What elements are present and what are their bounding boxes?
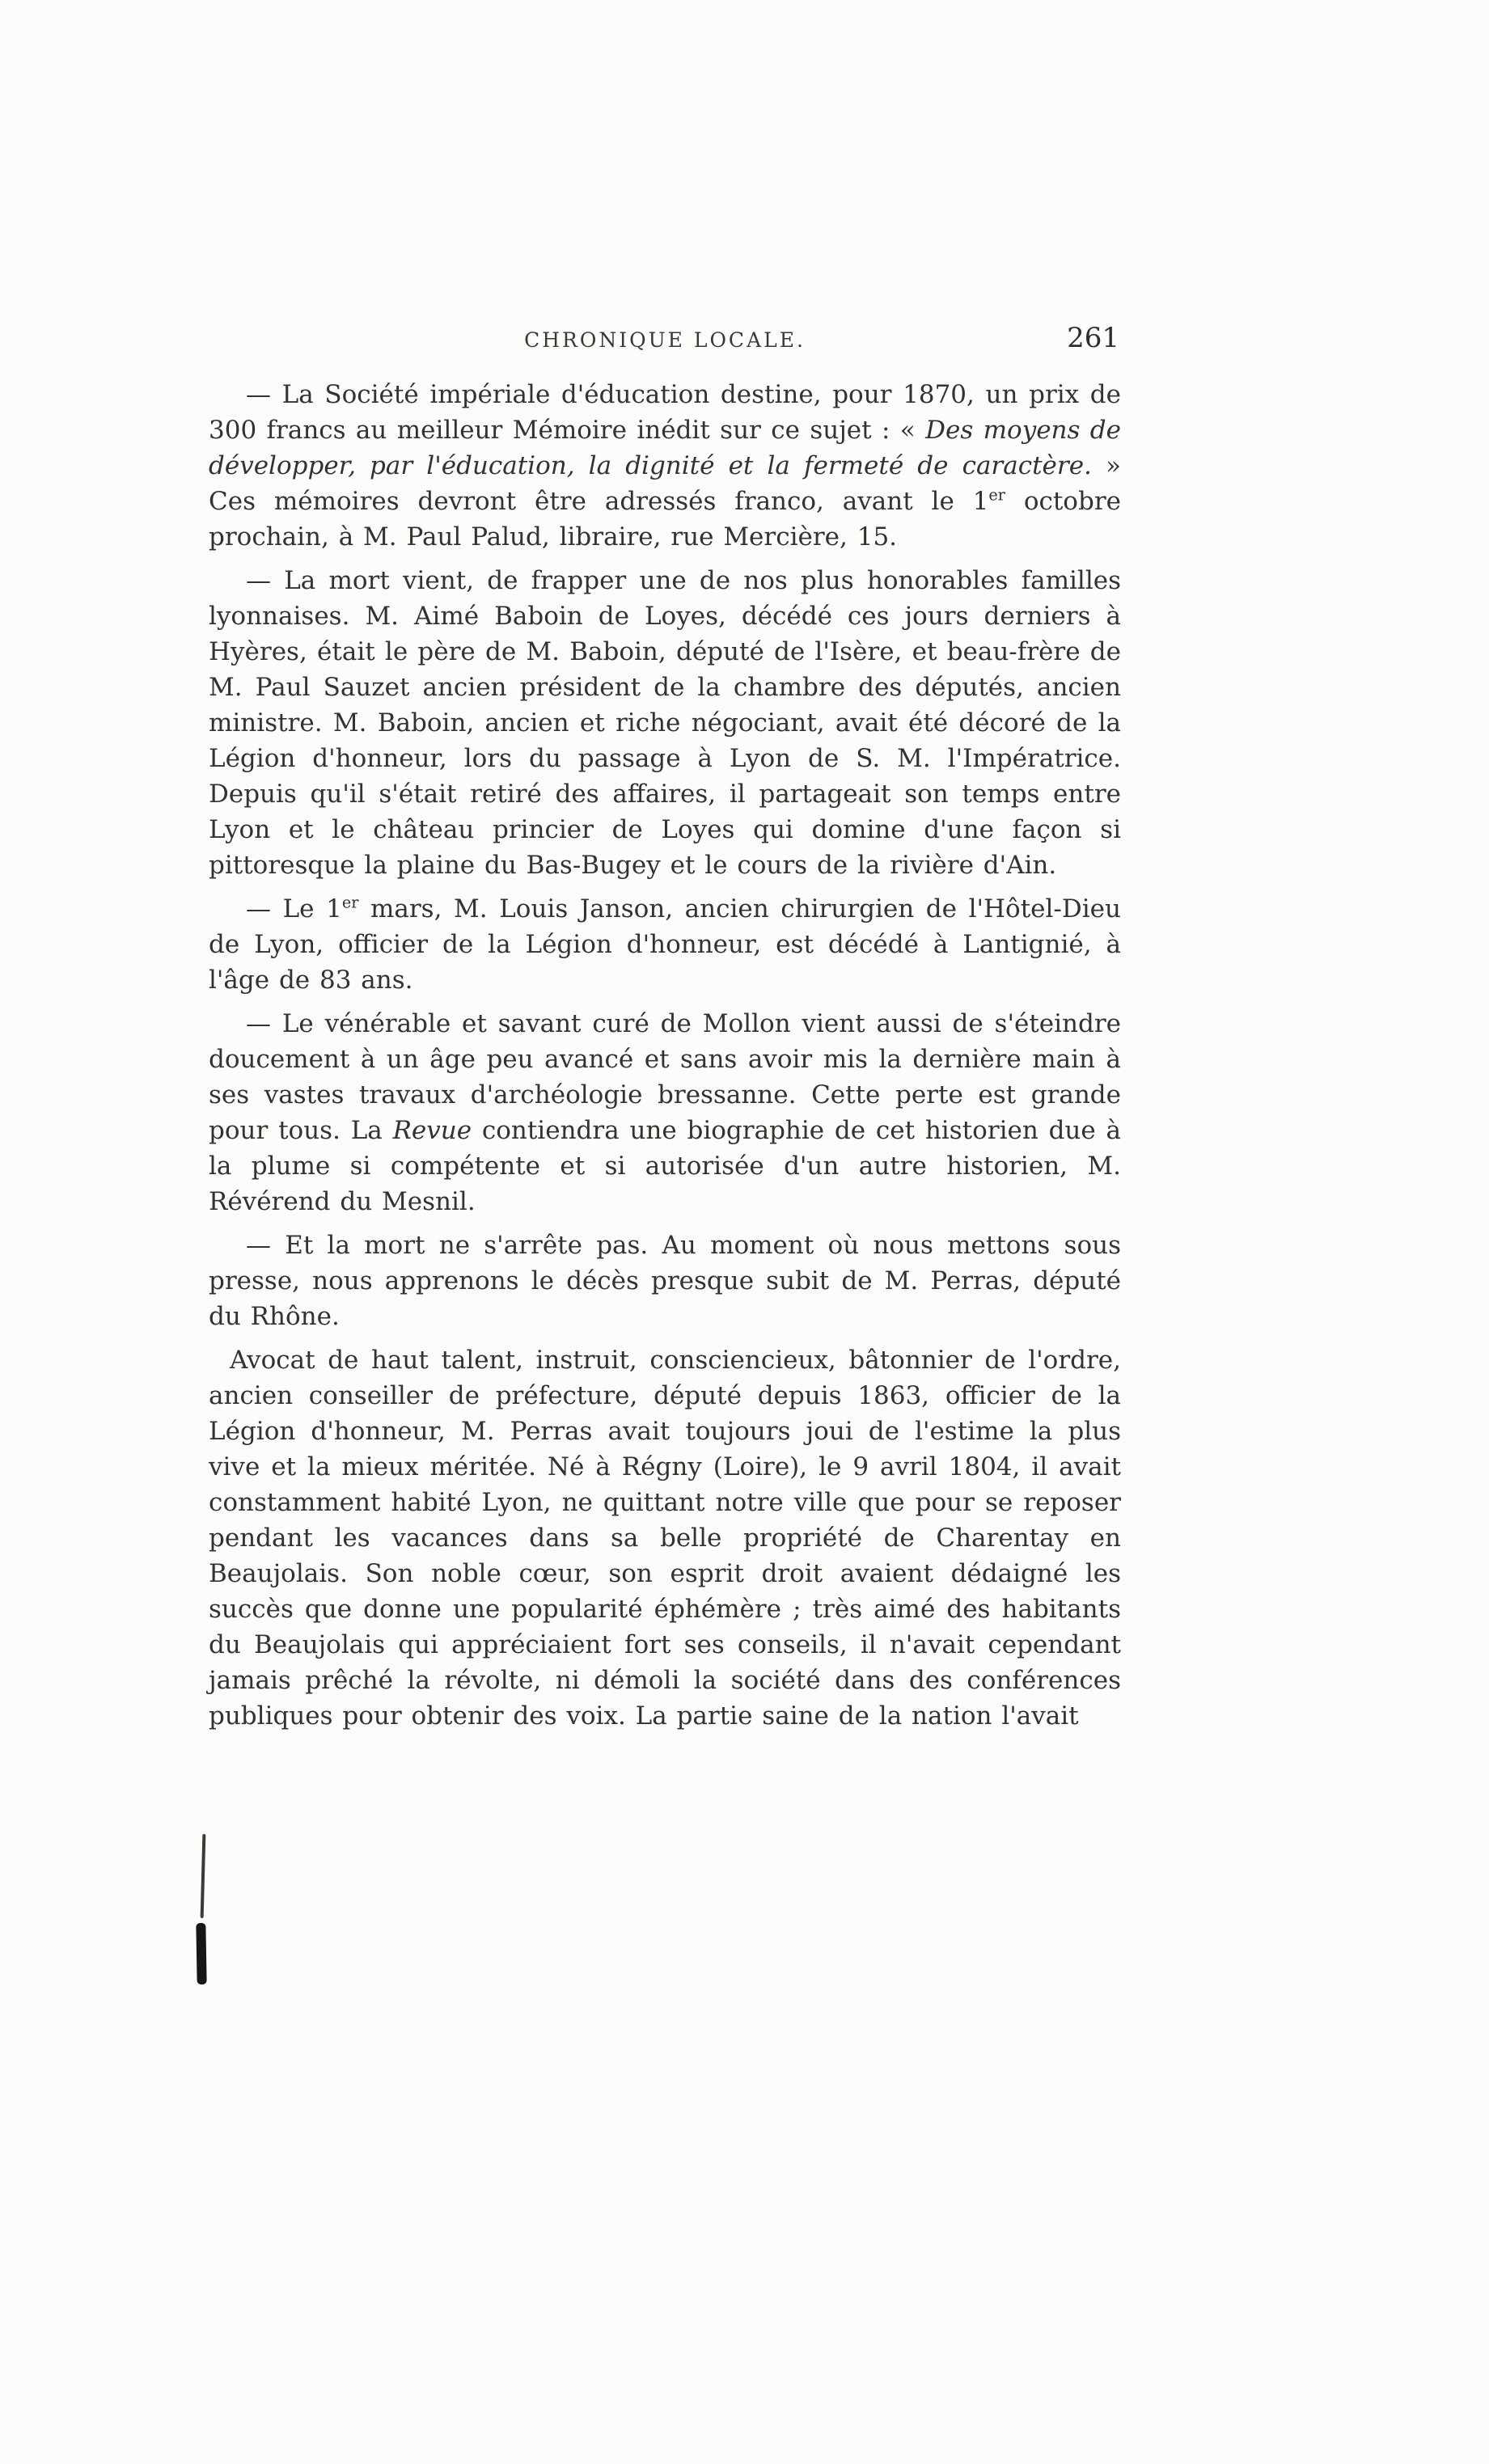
paragraph-perras-annonce bbox=[209, 1228, 1121, 1334]
ink-mark-blob bbox=[196, 1923, 206, 1984]
text-run: contiendra une biographie de cet historien due à la plume si compétente et si autorisée d'un autre historien, M. Révérend du Mesnil. bbox=[209, 1116, 1121, 1216]
text-run: octobre prochain, à M. Paul Palud, libraire, rue Mercière, 15. bbox=[209, 487, 1121, 552]
italic-run: Des moyens de développer, par l'éducation, la dignité et la fermeté de caractère. bbox=[209, 416, 1121, 480]
text-run: — Et la mort ne s'arrête pas. Au moment où nous mettons sous presse, nous apprenons le décès presque subit de M. Perras, député du Rhône. bbox=[209, 1231, 1121, 1331]
text-run: — La mort vient, de frapper une de nos plus honorables familles lyonnaises. M. Aimé Baboin de Loyes, décédé ces jours derniers à Hyères, était le père de M. Baboin, député de l'Isère, et beau-frère de M. Paul Sauzet ancien président de la chambre des députés, ancien ministre. M. Baboin, ancien et riche négociant, avait été décoré de la Légion d'honneur, lors du passage à Lyon de S. M. l'Impératrice. Depuis qu'il s'était retiré des affaires, il partageait son temps entre Lyon et le château princier de Loyes qui domine d'une façon si pittoresque la plaine du Bas-Bugey et le cours de la rivière d'Ain. bbox=[209, 566, 1121, 880]
text-run: Avocat de haut talent, instruit, consciencieux, bâtonnier de l'ordre, ancien conseiller de préfecture, député depuis 1863, officier de la Légion d'honneur, M. Perras avait toujours joui de l'estime la plus vive et la mieux méritée. Né à Régny (Loire), le 9 avril 1804, il avait constamment habité Lyon, ne quittant notre ville que pour se reposer pendant les vacances dans sa belle propriété de Charentay en Beaujolais. Son noble cœur, son esprit droit avaient dédaigné les succès que donne une popularité éphémère ; très aimé des habitants du Beaujolais qui appréciaient fort ses conseils, il n'avait cependant jamais prêché la révolte, ni démoli la société dans des conférences publiques pour obtenir des voix. La partie saine de la nation l'avait bbox=[209, 1346, 1121, 1731]
italic-run: Revue bbox=[392, 1116, 472, 1145]
running-title: CHRONIQUE LOCALE. bbox=[524, 328, 806, 352]
paragraph-janson bbox=[209, 891, 1121, 998]
text-run: — Le vénérable et savant curé de Mollon vient aussi de s'éteindre doucement à un âge peu avancé et sans avoir mis la dernière main à ses vastes travaux d'archéologie bressanne. Cette perte est grande pour tous. La bbox=[209, 1009, 1121, 1145]
paragraph-societe-imperiale bbox=[209, 377, 1121, 555]
text-run: — La Société impériale d'éducation destine, pour 1870, un prix de 300 francs au meilleur Mémoire inédit sur ce sujet : « bbox=[209, 380, 1121, 445]
superscript: er bbox=[988, 485, 1005, 505]
page-header bbox=[209, 322, 1121, 364]
text-run: » Ces mémoires devront être adressés franco, avant le 1 bbox=[209, 451, 1121, 516]
paragraph-baboin bbox=[209, 563, 1121, 883]
paragraph-perras-eloge bbox=[209, 1342, 1121, 1734]
ink-mark-line bbox=[201, 1834, 206, 1918]
text-run: mars, M. Louis Janson, ancien chirurgien de l'Hôtel-Dieu de Lyon, officier de la Légion d'honneur, est décédé à Lantignié, à l'âge de 83 ans. bbox=[209, 894, 1121, 995]
page-number: 261 bbox=[1067, 322, 1119, 354]
paragraph-cure-mollon bbox=[209, 1006, 1121, 1219]
text-run: — Le 1 bbox=[246, 894, 342, 923]
superscript: er bbox=[341, 893, 359, 912]
text-block bbox=[209, 322, 1121, 1742]
